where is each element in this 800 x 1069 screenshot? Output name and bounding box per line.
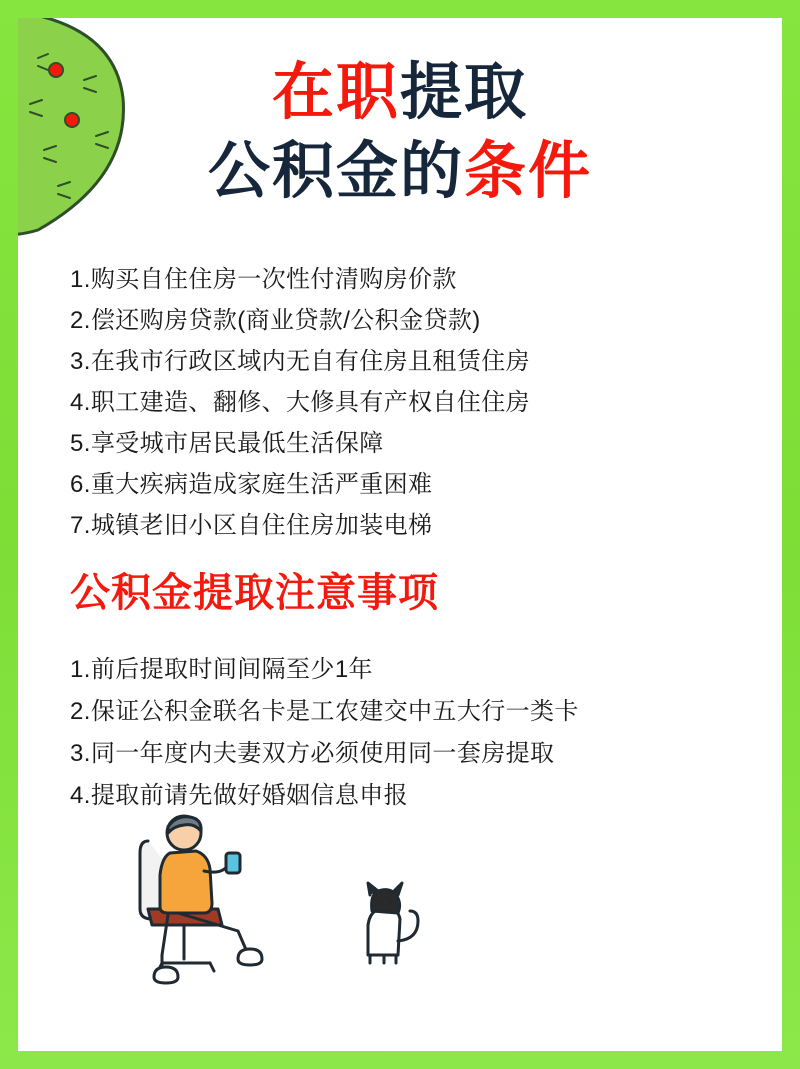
list-item: 2.偿还购房贷款(商业贷款/公积金贷款) — [70, 307, 481, 334]
page-title — [18, 56, 782, 208]
title-line1-dark: 提取 — [400, 58, 529, 127]
list-item: 3.同一年度内夫妻双方必须使用同一套房提取 — [70, 740, 555, 767]
cat-icon — [368, 883, 418, 963]
list-item: 2.保证公积金联名卡是工农建交中五大行一类卡 — [70, 698, 579, 725]
illustration — [118, 791, 538, 1031]
list-item: 5.享受城市居民最低生活保障 — [70, 430, 384, 457]
list-item: 7.城镇老旧小区自住住房加装电梯 — [70, 512, 433, 539]
poster-card — [18, 18, 782, 1051]
list-item: 4.提取前请先做好婚姻信息申报 — [70, 782, 409, 809]
title-line2-dark: 公积金的 — [207, 137, 464, 207]
seated-person-icon — [140, 816, 262, 983]
list-item: 3.在我市行政区域内无自有住房且租赁住房 — [70, 348, 531, 375]
conditions-list — [70, 268, 750, 555]
list-item: 4.职工建造、翻修、大修具有产权自住住房 — [70, 389, 531, 416]
title-line2-red: 条件 — [464, 137, 593, 207]
list-item: 1.前后提取时间间隔至少1年 — [70, 656, 373, 683]
list-item: 6.重大疾病造成家庭生活严重困难 — [70, 471, 433, 498]
section-heading: 公积金提取注意事项 — [70, 571, 439, 615]
list-item: 1.购买自住住房一次性付清购房价款 — [70, 266, 457, 293]
title-line1-red: 在职 — [271, 58, 400, 127]
